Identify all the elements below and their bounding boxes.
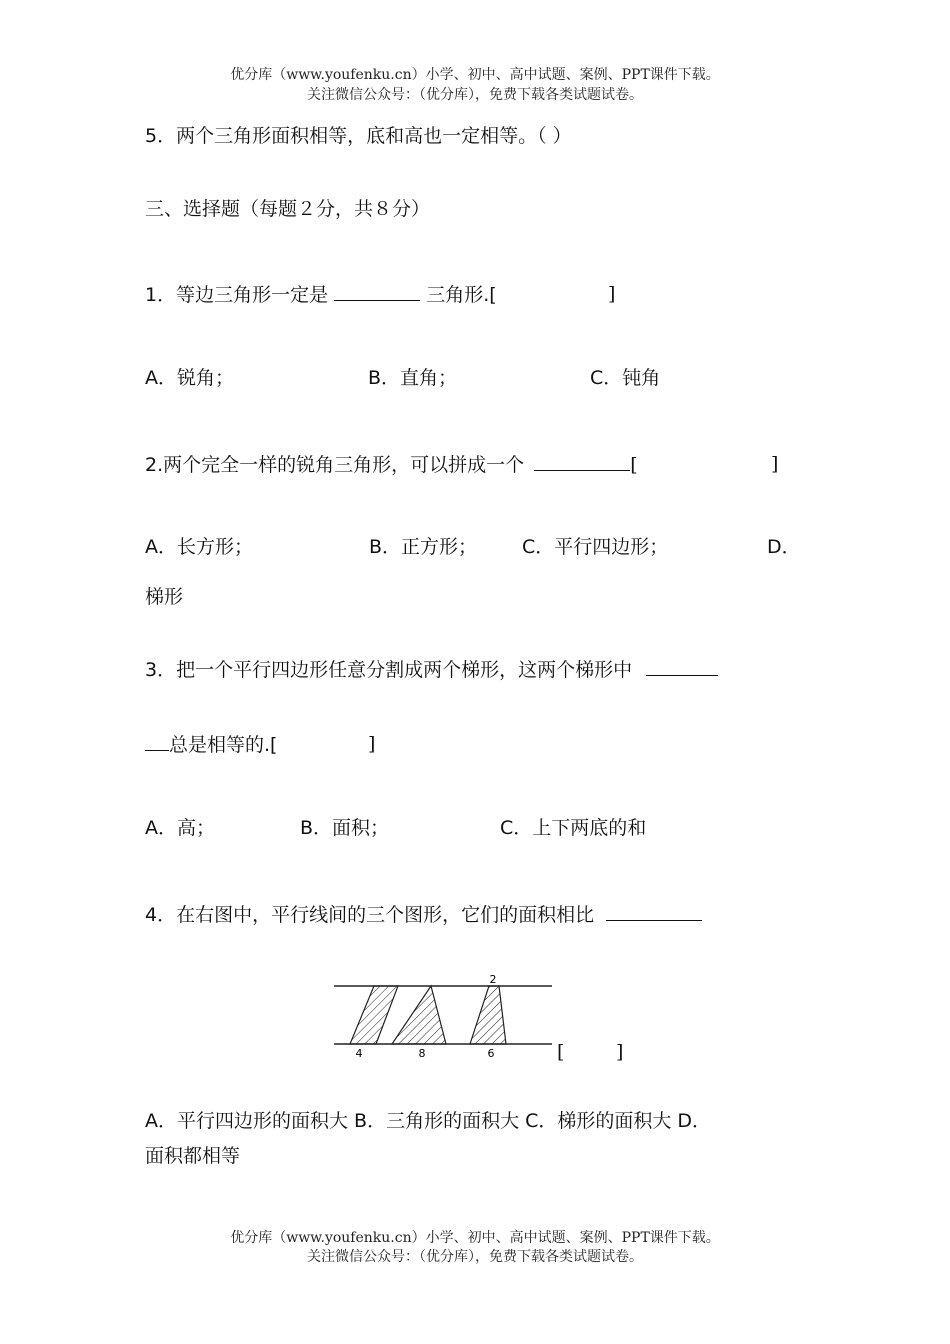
question-1-option-a: A．锐角；: [145, 367, 234, 389]
question-3-option-c: C．上下两底的和: [500, 817, 647, 839]
figure-label-top: 2: [489, 973, 497, 986]
question-2-option-c: C．平行四边形；: [522, 536, 669, 558]
question-1-blank: [334, 280, 420, 301]
judge-question-5: 5．两个三角形面积相等，底和高也一定相等。（ ）: [145, 125, 572, 147]
question-2-option-b: B．正方形；: [369, 536, 478, 558]
question-3-option-b: B．面积；: [300, 817, 390, 839]
question-2-option-d-text: 梯形: [145, 586, 184, 608]
section-title: 三、选择题（每题２分，共８分）: [145, 198, 431, 220]
question-2-stem: [145, 450, 638, 479]
page-header-line1: 优分库（www.youfenku.cn）小学、初中、高中试题、案例、PPT课件下载。: [230, 67, 720, 83]
question-3-stem-line2-text: 总是相等的.[: [169, 734, 278, 756]
question-1-option-b: B．直角；: [368, 367, 458, 389]
question-1-stem-a: 1．等边三角形一定是: [145, 284, 329, 306]
figure-label-bottom-3: 6: [487, 1047, 495, 1060]
question-4-bracket-close: ]: [616, 1041, 624, 1063]
triangle-shape: [392, 986, 446, 1044]
question-3-option-a: A．高；: [145, 817, 215, 839]
question-1-stem-b: 三角形.[: [426, 284, 497, 306]
question-3-stem-text: 3．把一个平行四边形任意分割成两个梯形，这两个梯形中: [145, 659, 633, 681]
question-3-blank-b: [145, 730, 169, 751]
question-4-stem: [145, 900, 702, 929]
question-4-blank: [606, 900, 702, 921]
question-3-stem-line1: [145, 655, 718, 684]
page-header-line2: 关注微信公众号：（优分库），免费下载各类试题试卷。: [307, 87, 643, 103]
trapezoid-shape: [470, 986, 506, 1044]
question-2-bracket-open: [: [630, 454, 638, 476]
question-4-options-line1: A．平行四边形的面积大 B．三角形的面积大 C．梯形的面积大 D．: [145, 1110, 712, 1132]
parallelogram-shape: [350, 986, 398, 1044]
question-3-blank-a: [646, 655, 718, 676]
question-2-stem-text: 2.两个完全一样的锐角三角形，可以拼成一个: [145, 454, 525, 476]
question-4-options-line2: 面积都相等: [145, 1145, 241, 1167]
question-2-option-a: A．长方形；: [145, 536, 253, 558]
parallel-lines-figure: [330, 968, 570, 1064]
page-footer-line1: 优分库（www.youfenku.cn）小学、初中、高中试题、案例、PPT课件下载。: [230, 1230, 720, 1246]
question-2-option-d: D．: [767, 536, 801, 558]
question-4-stem-text: 4．在右图中，平行线间的三个图形，它们的面积相比: [145, 904, 595, 926]
question-1-option-c: C．钝角: [590, 367, 661, 389]
question-3-bracket-close: ]: [368, 733, 376, 755]
question-4-bracket-open: [: [557, 1041, 565, 1063]
page-footer-line2: 关注微信公众号：（优分库），免费下载各类试题试卷。: [307, 1249, 643, 1265]
question-1-bracket-close: ]: [608, 283, 616, 305]
figure-label-bottom-2: 8: [418, 1047, 426, 1060]
figure-label-bottom-1: 4: [355, 1047, 363, 1060]
question-2-bracket-close: ]: [771, 453, 779, 475]
question-3-stem-line2: [145, 730, 277, 759]
question-1-stem: [145, 280, 497, 309]
question-2-blank: [534, 450, 630, 471]
